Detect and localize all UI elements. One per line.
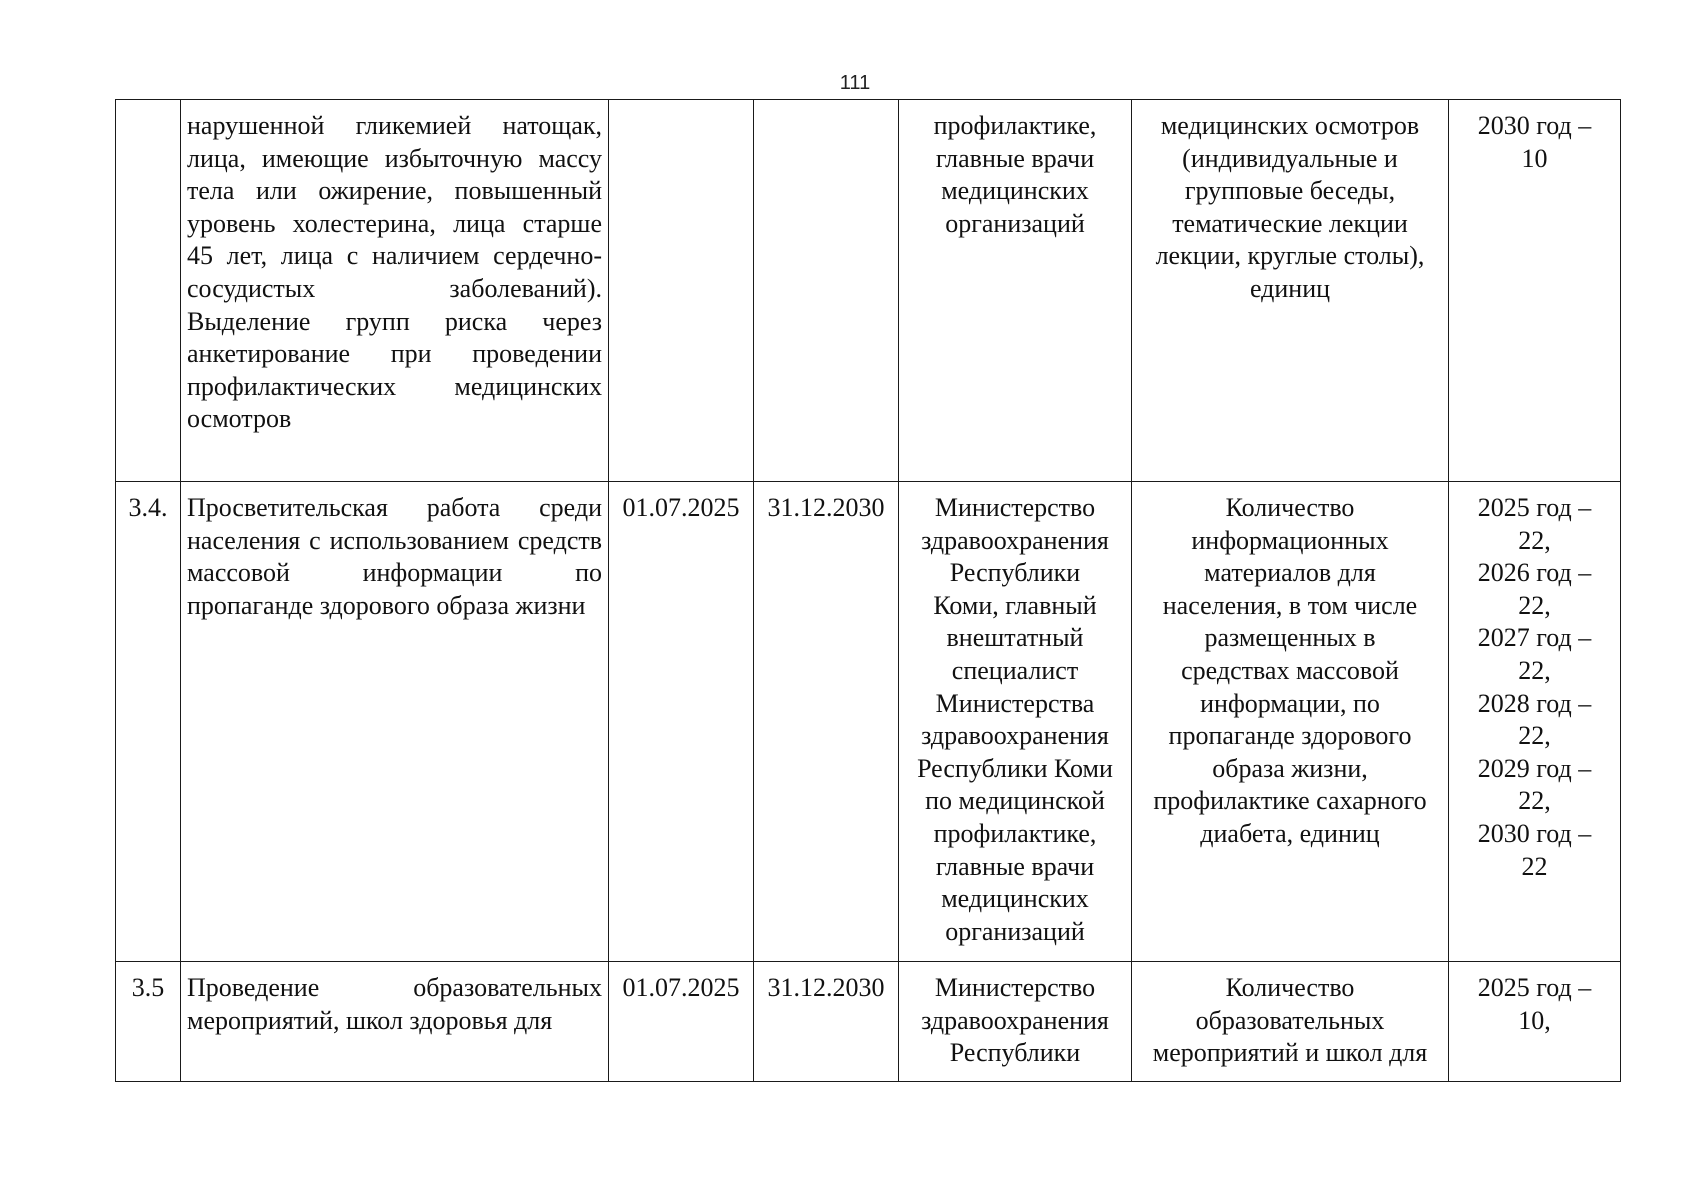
- values-line: 22,: [1518, 721, 1551, 751]
- page-number: 111: [839, 72, 871, 94]
- indicator-line: Количество: [1225, 973, 1355, 1002]
- end-date-cell: 31.12.2030: [754, 962, 899, 1082]
- table-row: [116, 962, 1621, 1082]
- values-line: 2030 год –: [1477, 818, 1592, 848]
- indicator-cell: [1132, 482, 1449, 962]
- indicator-line: (индивидуальные и: [1182, 143, 1398, 173]
- responsible-line: организаций: [945, 208, 1085, 238]
- responsible-line: по медицинской: [925, 786, 1105, 816]
- responsible-line: специалист: [951, 655, 1079, 685]
- responsible-cell: [899, 100, 1132, 482]
- responsible-line: Республики: [949, 1038, 1081, 1068]
- indicator-line: пропаганде здорового: [1168, 721, 1412, 751]
- indicator-line: медицинских осмотров: [1160, 111, 1420, 140]
- values-line: 10,: [1518, 1005, 1551, 1035]
- indicator-line: Количество: [1225, 493, 1355, 522]
- table-row: [116, 100, 1621, 482]
- item-number-cell: 3.5: [116, 962, 181, 1082]
- responsible-line: профилактике,: [933, 111, 1097, 140]
- responsible-line: главные врачи: [935, 851, 1095, 881]
- responsible-line: Министерство: [934, 493, 1096, 522]
- values-line: 22,: [1518, 590, 1551, 620]
- indicator-line: материалов для: [1204, 558, 1376, 588]
- target-values-cell: [1449, 482, 1621, 962]
- responsible-line: Республики: [949, 558, 1081, 588]
- indicator-line: единиц: [1249, 273, 1331, 303]
- indicator-line: лекции, круглые столы),: [1155, 241, 1425, 271]
- values-line: 2026 год –: [1477, 558, 1592, 588]
- item-number-cell: 3.4.: [116, 482, 181, 962]
- measures-table: [115, 99, 1621, 1082]
- values-line: 22: [1521, 851, 1548, 881]
- values-line: 10: [1521, 143, 1548, 173]
- responsible-line: Республики Коми: [917, 753, 1113, 783]
- indicator-line: групповые беседы,: [1184, 176, 1396, 206]
- values-line: 22,: [1518, 525, 1551, 555]
- measure-description-cell: нарушенной гликемией натощак, лица, имеющие избыточную массу тела или ожирение, повышенный уровень холестерина, лица старше 45 лет, лица с наличием сердечно-сосудистых заболеваний). Выделение групп риска через анкетирование при проведении профилактических медицинских осмотров: [181, 100, 609, 482]
- responsible-line: здравоохранения: [921, 721, 1109, 751]
- indicator-line: размещенных в: [1204, 623, 1376, 653]
- responsible-line: главные врачи: [935, 143, 1095, 173]
- responsible-line: внештатный: [946, 623, 1084, 653]
- responsible-line: организаций: [945, 916, 1085, 946]
- responsible-cell: [899, 962, 1132, 1082]
- values-line: 2030 год –: [1477, 111, 1592, 140]
- indicator-cell: [1132, 962, 1449, 1082]
- values-line: 2028 год –: [1477, 688, 1592, 718]
- start-date-cell: 01.07.2025: [609, 482, 754, 962]
- responsible-line: здравоохранения: [921, 1005, 1109, 1035]
- responsible-line: здравоохранения: [921, 525, 1109, 555]
- target-values-cell: [1449, 962, 1621, 1082]
- start-date-cell: [609, 100, 754, 482]
- indicator-line: информационных: [1191, 525, 1389, 555]
- start-date-cell: 01.07.2025: [609, 962, 754, 1082]
- indicator-line: информации, по: [1200, 688, 1380, 718]
- responsible-line: медицинских: [941, 884, 1089, 914]
- indicator-line: профилактике сахарного: [1153, 786, 1427, 816]
- item-number-cell: [116, 100, 181, 482]
- values-line: 22,: [1518, 655, 1551, 685]
- values-line: 22,: [1518, 786, 1551, 816]
- measure-description-cell: Проведение образовательных мероприятий, школ здоровья для: [181, 962, 609, 1082]
- indicator-line: мероприятий и школ для: [1152, 1038, 1428, 1068]
- indicator-line: населения, в том числе: [1162, 590, 1418, 620]
- responsible-cell: [899, 482, 1132, 962]
- values-line: 2025 год –: [1477, 493, 1592, 522]
- indicator-line: тематические лекции: [1172, 208, 1408, 238]
- values-line: 2027 год –: [1477, 623, 1592, 653]
- responsible-line: профилактике,: [933, 818, 1097, 848]
- indicator-line: диабета, единиц: [1200, 818, 1380, 848]
- end-date-cell: 31.12.2030: [754, 482, 899, 962]
- indicator-cell: [1132, 100, 1449, 482]
- indicator-line: средствах массовой: [1181, 655, 1399, 685]
- measure-description-cell: Просветительская работа среди населения с использованием средств массовой информации по пропаганде здорового образа жизни: [181, 482, 609, 962]
- target-values-cell: [1449, 100, 1621, 482]
- indicator-line: образа жизни,: [1212, 753, 1368, 783]
- end-date-cell: [754, 100, 899, 482]
- values-line: 2029 год –: [1477, 753, 1592, 783]
- values-line: 2025 год –: [1477, 973, 1592, 1002]
- responsible-line: Министерства: [935, 688, 1095, 718]
- responsible-line: Министерство: [934, 973, 1096, 1002]
- responsible-line: медицинских: [941, 176, 1089, 206]
- indicator-line: образовательных: [1195, 1005, 1385, 1035]
- responsible-line: Коми, главный: [933, 590, 1097, 620]
- table-row: [116, 482, 1621, 962]
